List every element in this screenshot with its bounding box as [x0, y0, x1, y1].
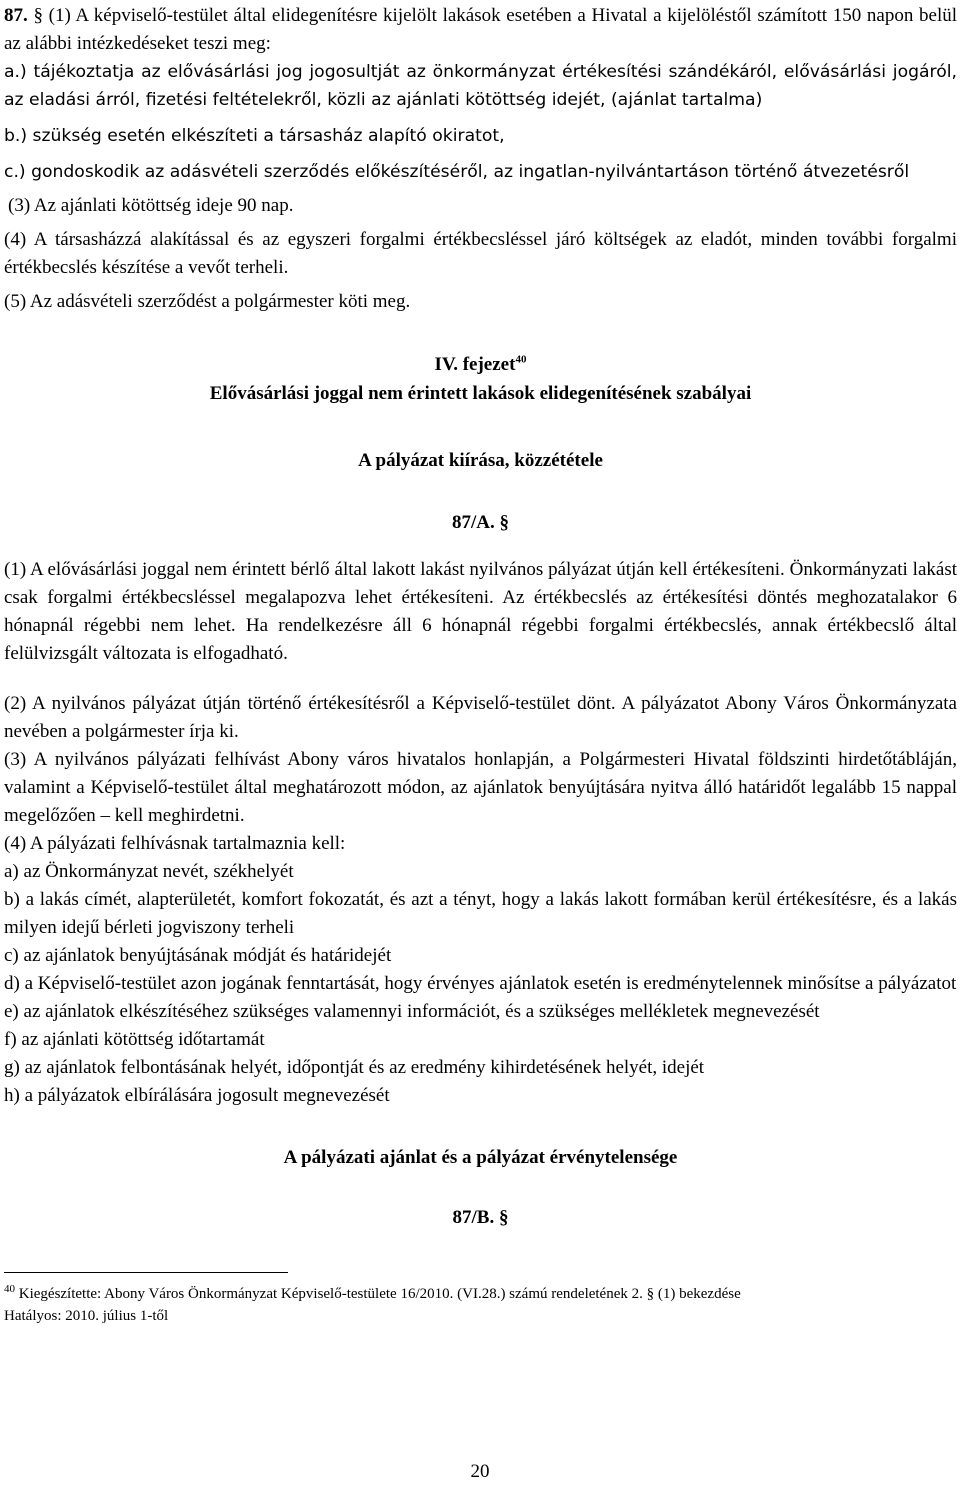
section-87a-paragraph-3: (3) A nyilvános pályázati felhívást Abony város hivatalos honlapján, a Polgármesteri Hivatal földszinti hirdetőtábláján, valamint a Képviselő-testület által meghatározott módon, az ajánlatok benyújtására nyitva álló határidőt legalább 15 nappal megelőzően – kell meghirdetni. [4, 749, 957, 826]
section-87a-paragraph-2: (2) A nyilvános pályázat útján történő értékesítésről a Képviselő-testület dönt. A pályázatot Abony Város Önkormányzata nevében a polgármester írja ki. [4, 693, 957, 742]
footnote-divider [4, 1272, 288, 1273]
section-87-item-c: c.) gondoskodik az adásvételi szerződés előkészítéséről, az ingatlan-nyilvántartáson történő átvezetésről [4, 162, 910, 182]
footnote-reference: 40 [515, 353, 527, 366]
section-87-item-a: a.) tájékoztatja az elővásárlási jog jogosultját az önkormányzat értékesítési szándékáról, elővásárlási jogáról, az eladási árról, fizetési feltételekről, közli az ajánlati kötöttség idejét, (ajánlat tartalma) [4, 62, 957, 110]
list-item-c: c) az ajánlatok benyújtásának módját és határidejét [4, 945, 392, 966]
section-87b-heading: 87/B. § [452, 1207, 509, 1228]
chapter-heading [4, 351, 957, 379]
list-item-d: d) a Képviselő-testület azon jogának fenntartását, hogy érvényes ajánlatok esetén is eredménytelennek minősítse a pályázatot [4, 973, 957, 994]
page-number: 20 [470, 1461, 490, 1482]
footnote-number: 40 [4, 1283, 15, 1295]
section-number: 87. [4, 5, 28, 26]
list-item-h: h) a pályázatok elbírálására jogosult megnevezését [4, 1085, 390, 1106]
list-item-g: g) az ajánlatok felbontásának helyét, időpontját és az eredmény kihirdetésének helyét, idejét [4, 1057, 705, 1078]
section-heading-2: A pályázati ajánlat és a pályázat érvénytelensége [283, 1147, 678, 1168]
section-87-item-b: b.) szükség esetén elkészíteti a társasház alapító okiratot, [4, 126, 505, 146]
chapter-label: IV. fejezet [434, 354, 516, 375]
section-87a-heading: 87/A. § [452, 512, 509, 533]
section-87a-paragraph-1: (1) A elővásárlási joggal nem érintett bérlő által lakott lakást nyilvános pályázat útján kell értékesíteni. Önkormányzati lakást csak forgalmi értékbecsléssel megalapozva lehet értékesíteni. Az értékbecslés az értékesítési döntés meghozatalakor 6 hónapnál régebbi nem lehet. Ha rendelkezésre áll 6 hónapnál régebbi forgalmi értékbecslés, annak értékbecslő által felülvizsgált változata is elfogadható. [4, 559, 957, 664]
chapter-title: Elővásárlási joggal nem érintett lakások elidegenítésének szabályai [209, 383, 752, 404]
document-page [4, 2, 957, 1327]
footnote-effective-date: Hatályos: 2010. július 1-től [4, 1308, 169, 1324]
list-item-b: b) a lakás címét, alapterületét, komfort fokozatát, és azt a tényt, hogy a lakás lakott formában kerül értékesítésre, és a lakás milyen idejű bérleti jogviszony terheli [4, 889, 957, 938]
footnote [4, 1283, 957, 1305]
section-87-intro [4, 2, 957, 58]
section-87-paragraph-4: (4) A társasházzá alakítással és az egyszeri forgalmi értékbecsléssel járó költségek az eladót, minden további forgalmi értékbecslés készítése a vevőt terheli. [4, 229, 957, 278]
section-87-intro-text: § (1) A képviselő-testület által elidegenítésre kijelölt lakások esetében a Hivatal a kijelöléstől számított 150 napon belül az alábbi intézkedéseket teszi meg: [4, 5, 957, 54]
section-87a-paragraph-4: (4) A pályázati felhívásnak tartalmaznia kell: [4, 833, 346, 854]
section-87-paragraph-3: (3) Az ajánlati kötöttség ideje 90 nap. [8, 195, 294, 216]
section-87-paragraph-5: (5) Az adásvételi szerződést a polgármester köti meg. [4, 291, 411, 312]
list-item-e: e) az ajánlatok elkészítéséhez szükséges valamennyi információt, és a szükséges mellékletek megnevezését [4, 1001, 820, 1022]
subsection-heading: A pályázat kiírása, közzététele [358, 450, 603, 471]
list-item-f: f) az ajánlati kötöttség időtartamát [4, 1029, 265, 1050]
footnote-text: Kiegészítette: Abony Város Önkormányzat Képviselő-testülete 16/2010. (VI.28.) számú rendeletének 2. § (1) bekezdése [15, 1286, 741, 1302]
list-item-a: a) az Önkormányzat nevét, székhelyét [4, 861, 294, 882]
